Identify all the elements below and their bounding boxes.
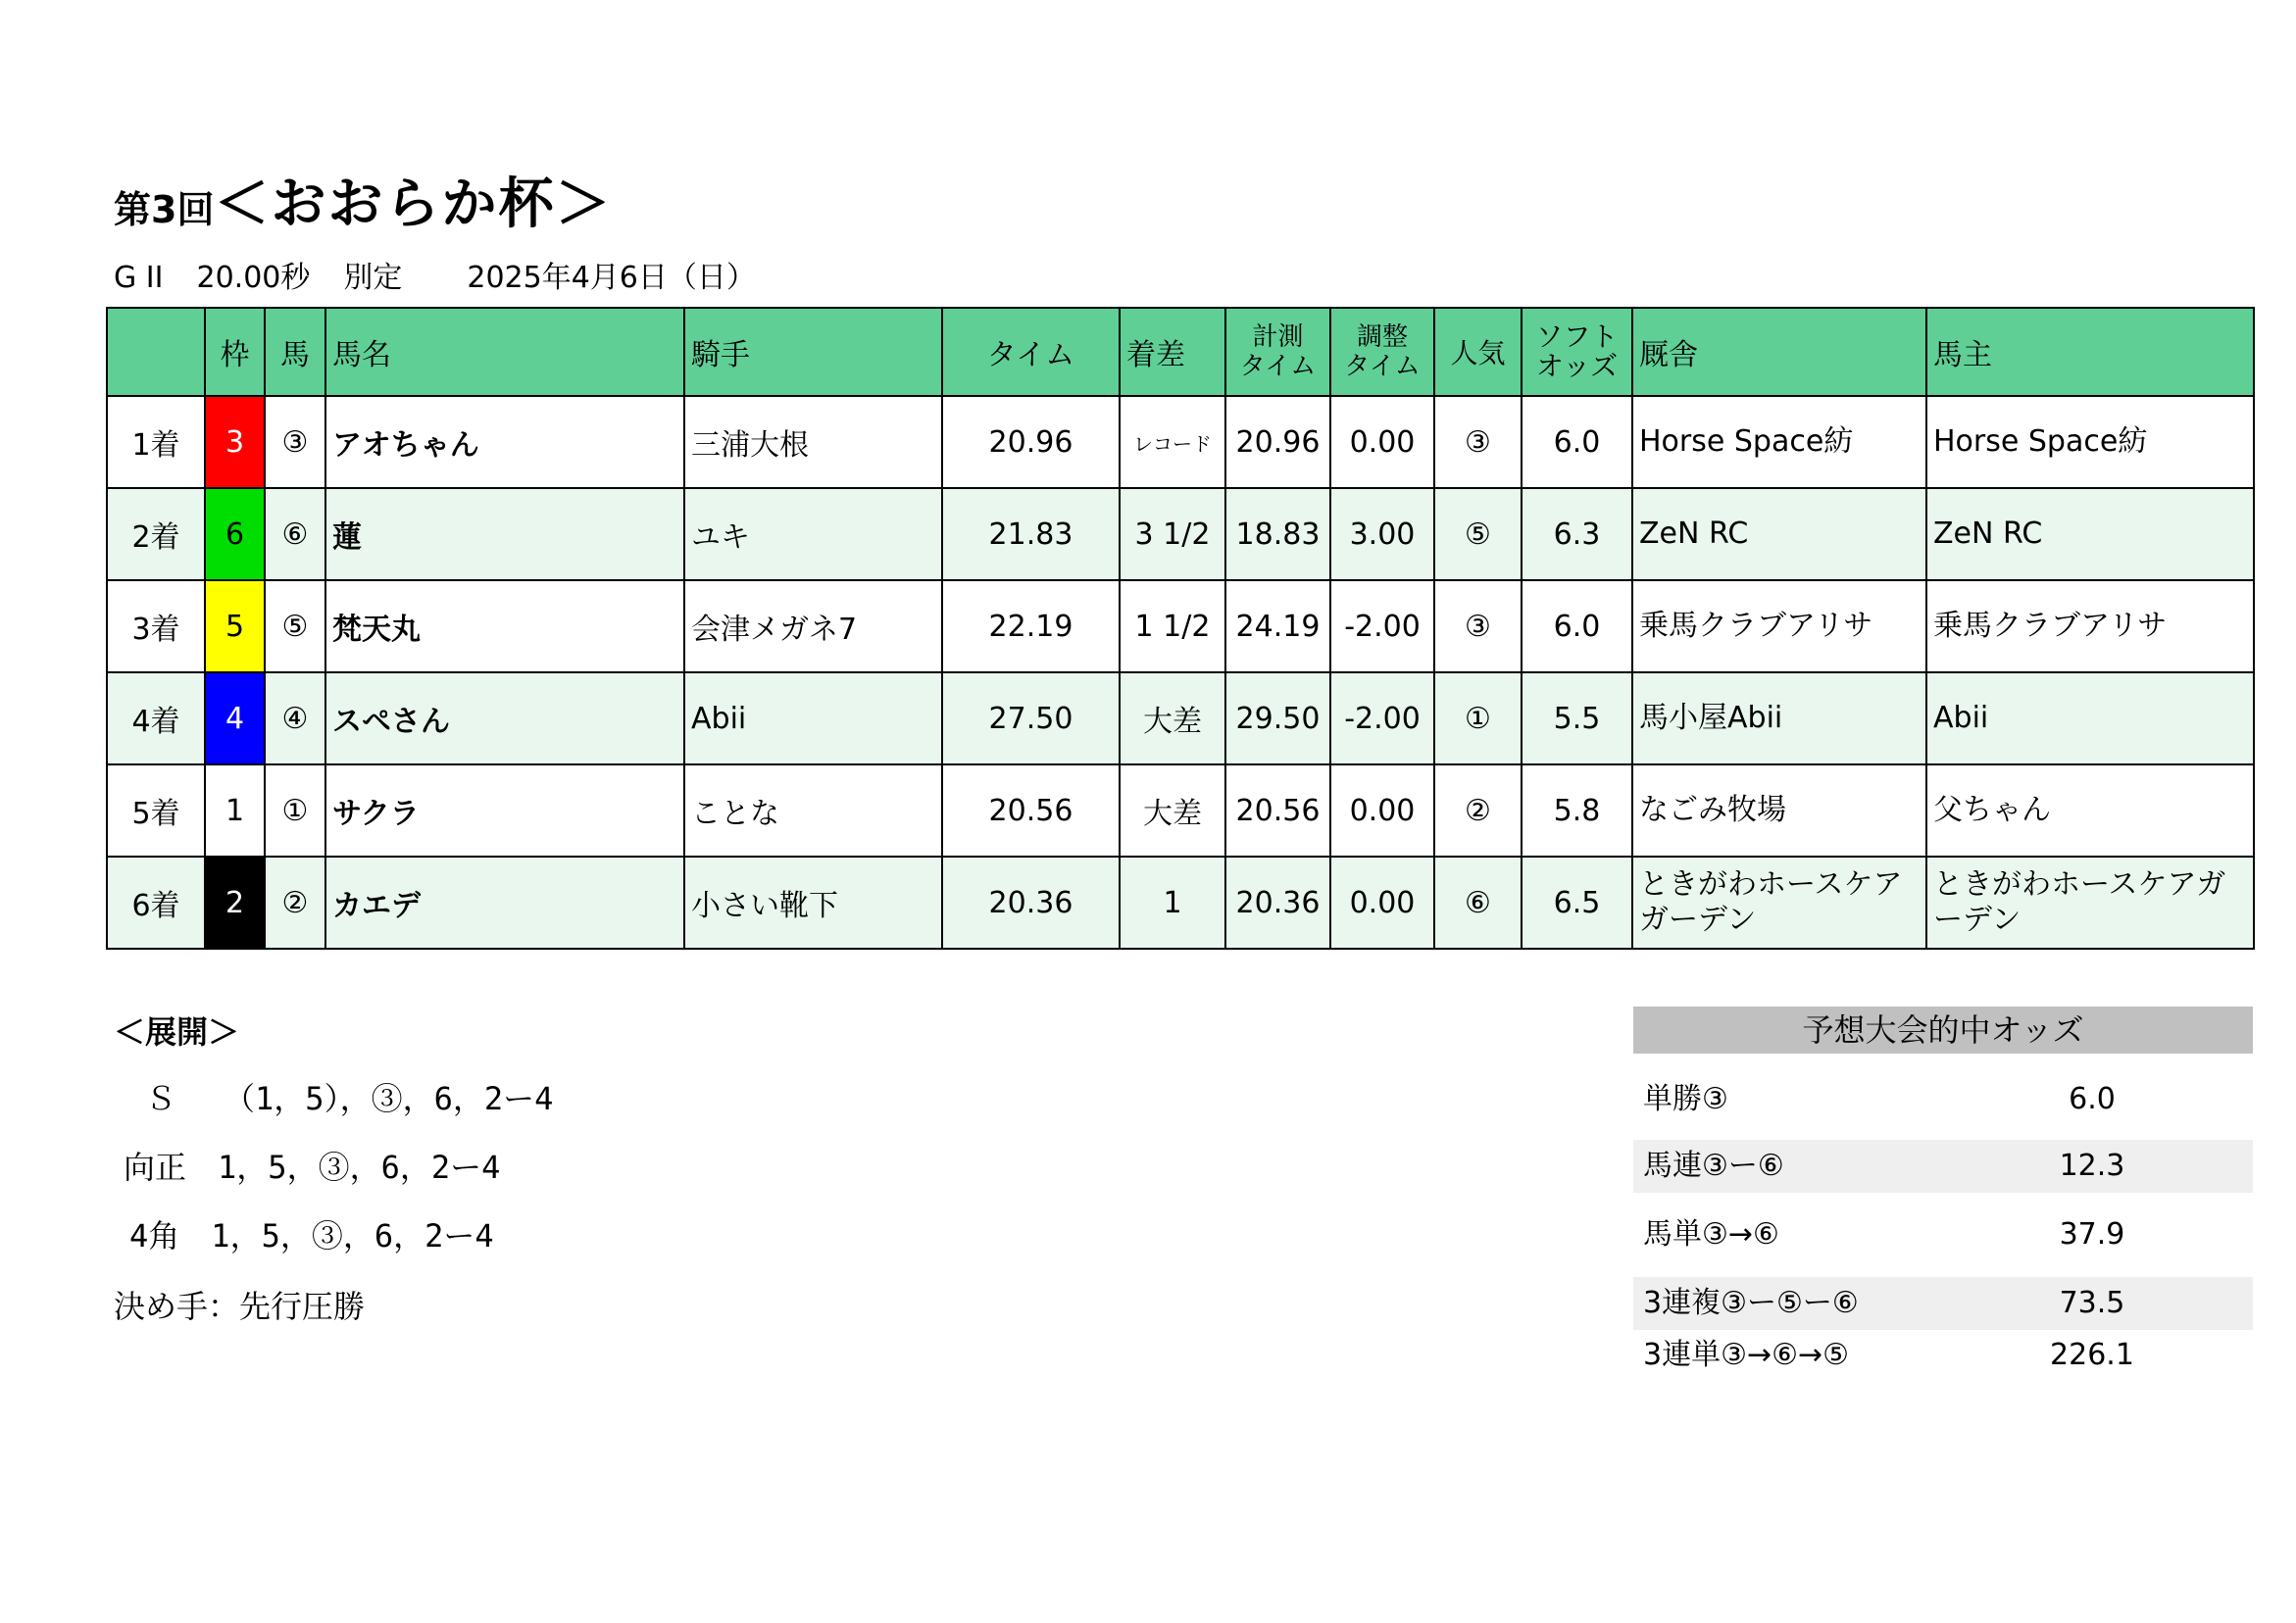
header-waku: 枠	[205, 308, 265, 396]
cell-measured: 20.36	[1225, 857, 1330, 949]
cell-place: 1着	[107, 396, 205, 488]
table-row	[107, 396, 2254, 488]
cell-margin: 大差	[1120, 764, 1225, 857]
cell-waku: 4	[205, 672, 265, 764]
header-name: 馬名	[325, 308, 684, 396]
cell-name: 梵天丸	[325, 580, 684, 672]
cell-name: サクラ	[325, 764, 684, 857]
race-grade: G II	[114, 261, 164, 295]
header-owner: 馬主	[1926, 308, 2254, 396]
odds-row-win: 単勝③ 6.0	[1643, 1082, 2116, 1116]
cell-waku: 2	[205, 857, 265, 949]
header-uma: 馬	[265, 308, 325, 396]
cell-margin: 3 1/2	[1120, 488, 1225, 580]
header-pop: 人気	[1434, 308, 1522, 396]
cell-pop: ①	[1434, 672, 1522, 764]
tenkai-row-start: Ｓ （1，5），③，6，2ー4	[145, 1080, 554, 1117]
cell-pop: ③	[1434, 580, 1522, 672]
cell-adjust: 0.00	[1330, 396, 1434, 488]
table-row	[107, 764, 2254, 857]
header-margin: 着差	[1120, 308, 1225, 396]
cell-measured: 20.56	[1225, 764, 1330, 857]
cell-margin: 1	[1120, 857, 1225, 949]
tenkai-row-backstretch: 向正 1，5，③，6，2ー4	[124, 1149, 501, 1186]
cell-jockey: 会津メガネ7	[684, 580, 942, 672]
cell-place: 5着	[107, 764, 205, 857]
cell-stable: なごみ牧場	[1632, 764, 1926, 857]
cell-owner: 乗馬クラブアリサ	[1926, 580, 2254, 672]
header-row	[107, 308, 2254, 396]
cell-waku: 5	[205, 580, 265, 672]
cell-stable: ときがわホースケアガーデン	[1632, 857, 1926, 949]
cell-time: 20.96	[942, 396, 1120, 488]
cell-uma: ③	[265, 396, 325, 488]
standard-time: 20.00秒	[196, 261, 311, 295]
cell-uma: ⑤	[265, 580, 325, 672]
cell-odds: 6.0	[1522, 580, 1632, 672]
cell-adjust: -2.00	[1330, 672, 1434, 764]
cell-time: 21.83	[942, 488, 1120, 580]
odds-title: 予想大会的中オッズ	[1633, 1007, 2253, 1054]
odds-row-trifecta: 3連単③→⑥→⑤ 226.1	[1643, 1338, 2134, 1372]
header-adjust: 調整 タイム	[1330, 308, 1434, 396]
cell-time: 22.19	[942, 580, 1120, 672]
table-row	[107, 580, 2254, 672]
race-info	[114, 253, 789, 296]
cell-name: スペさん	[325, 672, 684, 764]
cell-odds: 5.8	[1522, 764, 1632, 857]
race-number: 第3回	[114, 188, 215, 231]
table-row	[107, 488, 2254, 580]
cell-measured: 24.19	[1225, 580, 1330, 672]
race-name: ＜おおらか杯＞	[214, 172, 613, 236]
cell-margin: 大差	[1120, 672, 1225, 764]
tenkai-title: ＜展開＞	[114, 1013, 240, 1051]
cell-place: 3着	[107, 580, 205, 672]
cell-stable: ZeN RC	[1632, 488, 1926, 580]
cell-adjust: 0.00	[1330, 857, 1434, 949]
cell-name: 蓮	[325, 488, 684, 580]
cell-jockey: ことな	[684, 764, 942, 857]
cell-adjust: 0.00	[1330, 764, 1434, 857]
cell-margin: 1 1/2	[1120, 580, 1225, 672]
cell-odds: 6.5	[1522, 857, 1632, 949]
odds-row-exacta: 馬単③→⑥ 37.9	[1643, 1217, 2125, 1252]
cell-odds: 6.0	[1522, 396, 1632, 488]
odds-row-trio: 3連複③ー⑤ー⑥ 73.5	[1633, 1277, 2253, 1330]
cell-pop: ②	[1434, 764, 1522, 857]
results-table	[106, 307, 2255, 950]
cell-pop: ⑥	[1434, 857, 1522, 949]
cell-measured: 18.83	[1225, 488, 1330, 580]
header-odds: ソフト オッズ	[1522, 308, 1632, 396]
cell-waku: 1	[205, 764, 265, 857]
cell-uma: ①	[265, 764, 325, 857]
cell-time: 27.50	[942, 672, 1120, 764]
cell-jockey: Abii	[684, 672, 942, 764]
cell-pop: ⑤	[1434, 488, 1522, 580]
header-measured: 計測 タイム	[1225, 308, 1330, 396]
table-row	[107, 857, 2254, 949]
odds-row-quinella: 馬連③ー⑥ 12.3	[1633, 1140, 2253, 1193]
cell-name: アオちゃん	[325, 396, 684, 488]
race-title	[114, 161, 612, 239]
header-jockey: 騎手	[684, 308, 942, 396]
cell-owner: Horse Space紡	[1926, 396, 2254, 488]
cell-place: 6着	[107, 857, 205, 949]
cell-place: 2着	[107, 488, 205, 580]
cell-measured: 29.50	[1225, 672, 1330, 764]
header-place	[107, 308, 205, 396]
cell-name: カエデ	[325, 857, 684, 949]
tenkai-row-fourth-corner: 4角 1，5，③，6，2ー4	[129, 1217, 494, 1254]
cell-adjust: 3.00	[1330, 488, 1434, 580]
cell-adjust: -2.00	[1330, 580, 1434, 672]
cell-odds: 5.5	[1522, 672, 1632, 764]
cell-jockey: ユキ	[684, 488, 942, 580]
race-condition: 別定	[343, 261, 403, 295]
cell-waku: 6	[205, 488, 265, 580]
cell-time: 20.36	[942, 857, 1120, 949]
cell-pop: ③	[1434, 396, 1522, 488]
cell-owner: Abii	[1926, 672, 2254, 764]
cell-stable: Horse Space紡	[1632, 396, 1926, 488]
race-date: 2025年4月6日（日）	[467, 261, 756, 295]
cell-uma: ④	[265, 672, 325, 764]
cell-owner: ときがわホースケアガーデン	[1926, 857, 2254, 949]
cell-uma: ②	[265, 857, 325, 949]
header-stable: 厩舎	[1632, 308, 1926, 396]
cell-waku: 3	[205, 396, 265, 488]
header-time: タイム	[942, 308, 1120, 396]
cell-margin: レコード	[1120, 396, 1225, 488]
cell-uma: ⑥	[265, 488, 325, 580]
cell-jockey: 三浦大根	[684, 396, 942, 488]
cell-jockey: 小さい靴下	[684, 857, 942, 949]
kimete-text: 決め手：先行圧勝	[114, 1288, 366, 1325]
cell-stable: 乗馬クラブアリサ	[1632, 580, 1926, 672]
cell-measured: 20.96	[1225, 396, 1330, 488]
cell-owner: ZeN RC	[1926, 488, 2254, 580]
cell-odds: 6.3	[1522, 488, 1632, 580]
cell-time: 20.56	[942, 764, 1120, 857]
cell-place: 4着	[107, 672, 205, 764]
cell-owner: 父ちゃん	[1926, 764, 2254, 857]
cell-stable: 馬小屋Abii	[1632, 672, 1926, 764]
table-row	[107, 672, 2254, 764]
